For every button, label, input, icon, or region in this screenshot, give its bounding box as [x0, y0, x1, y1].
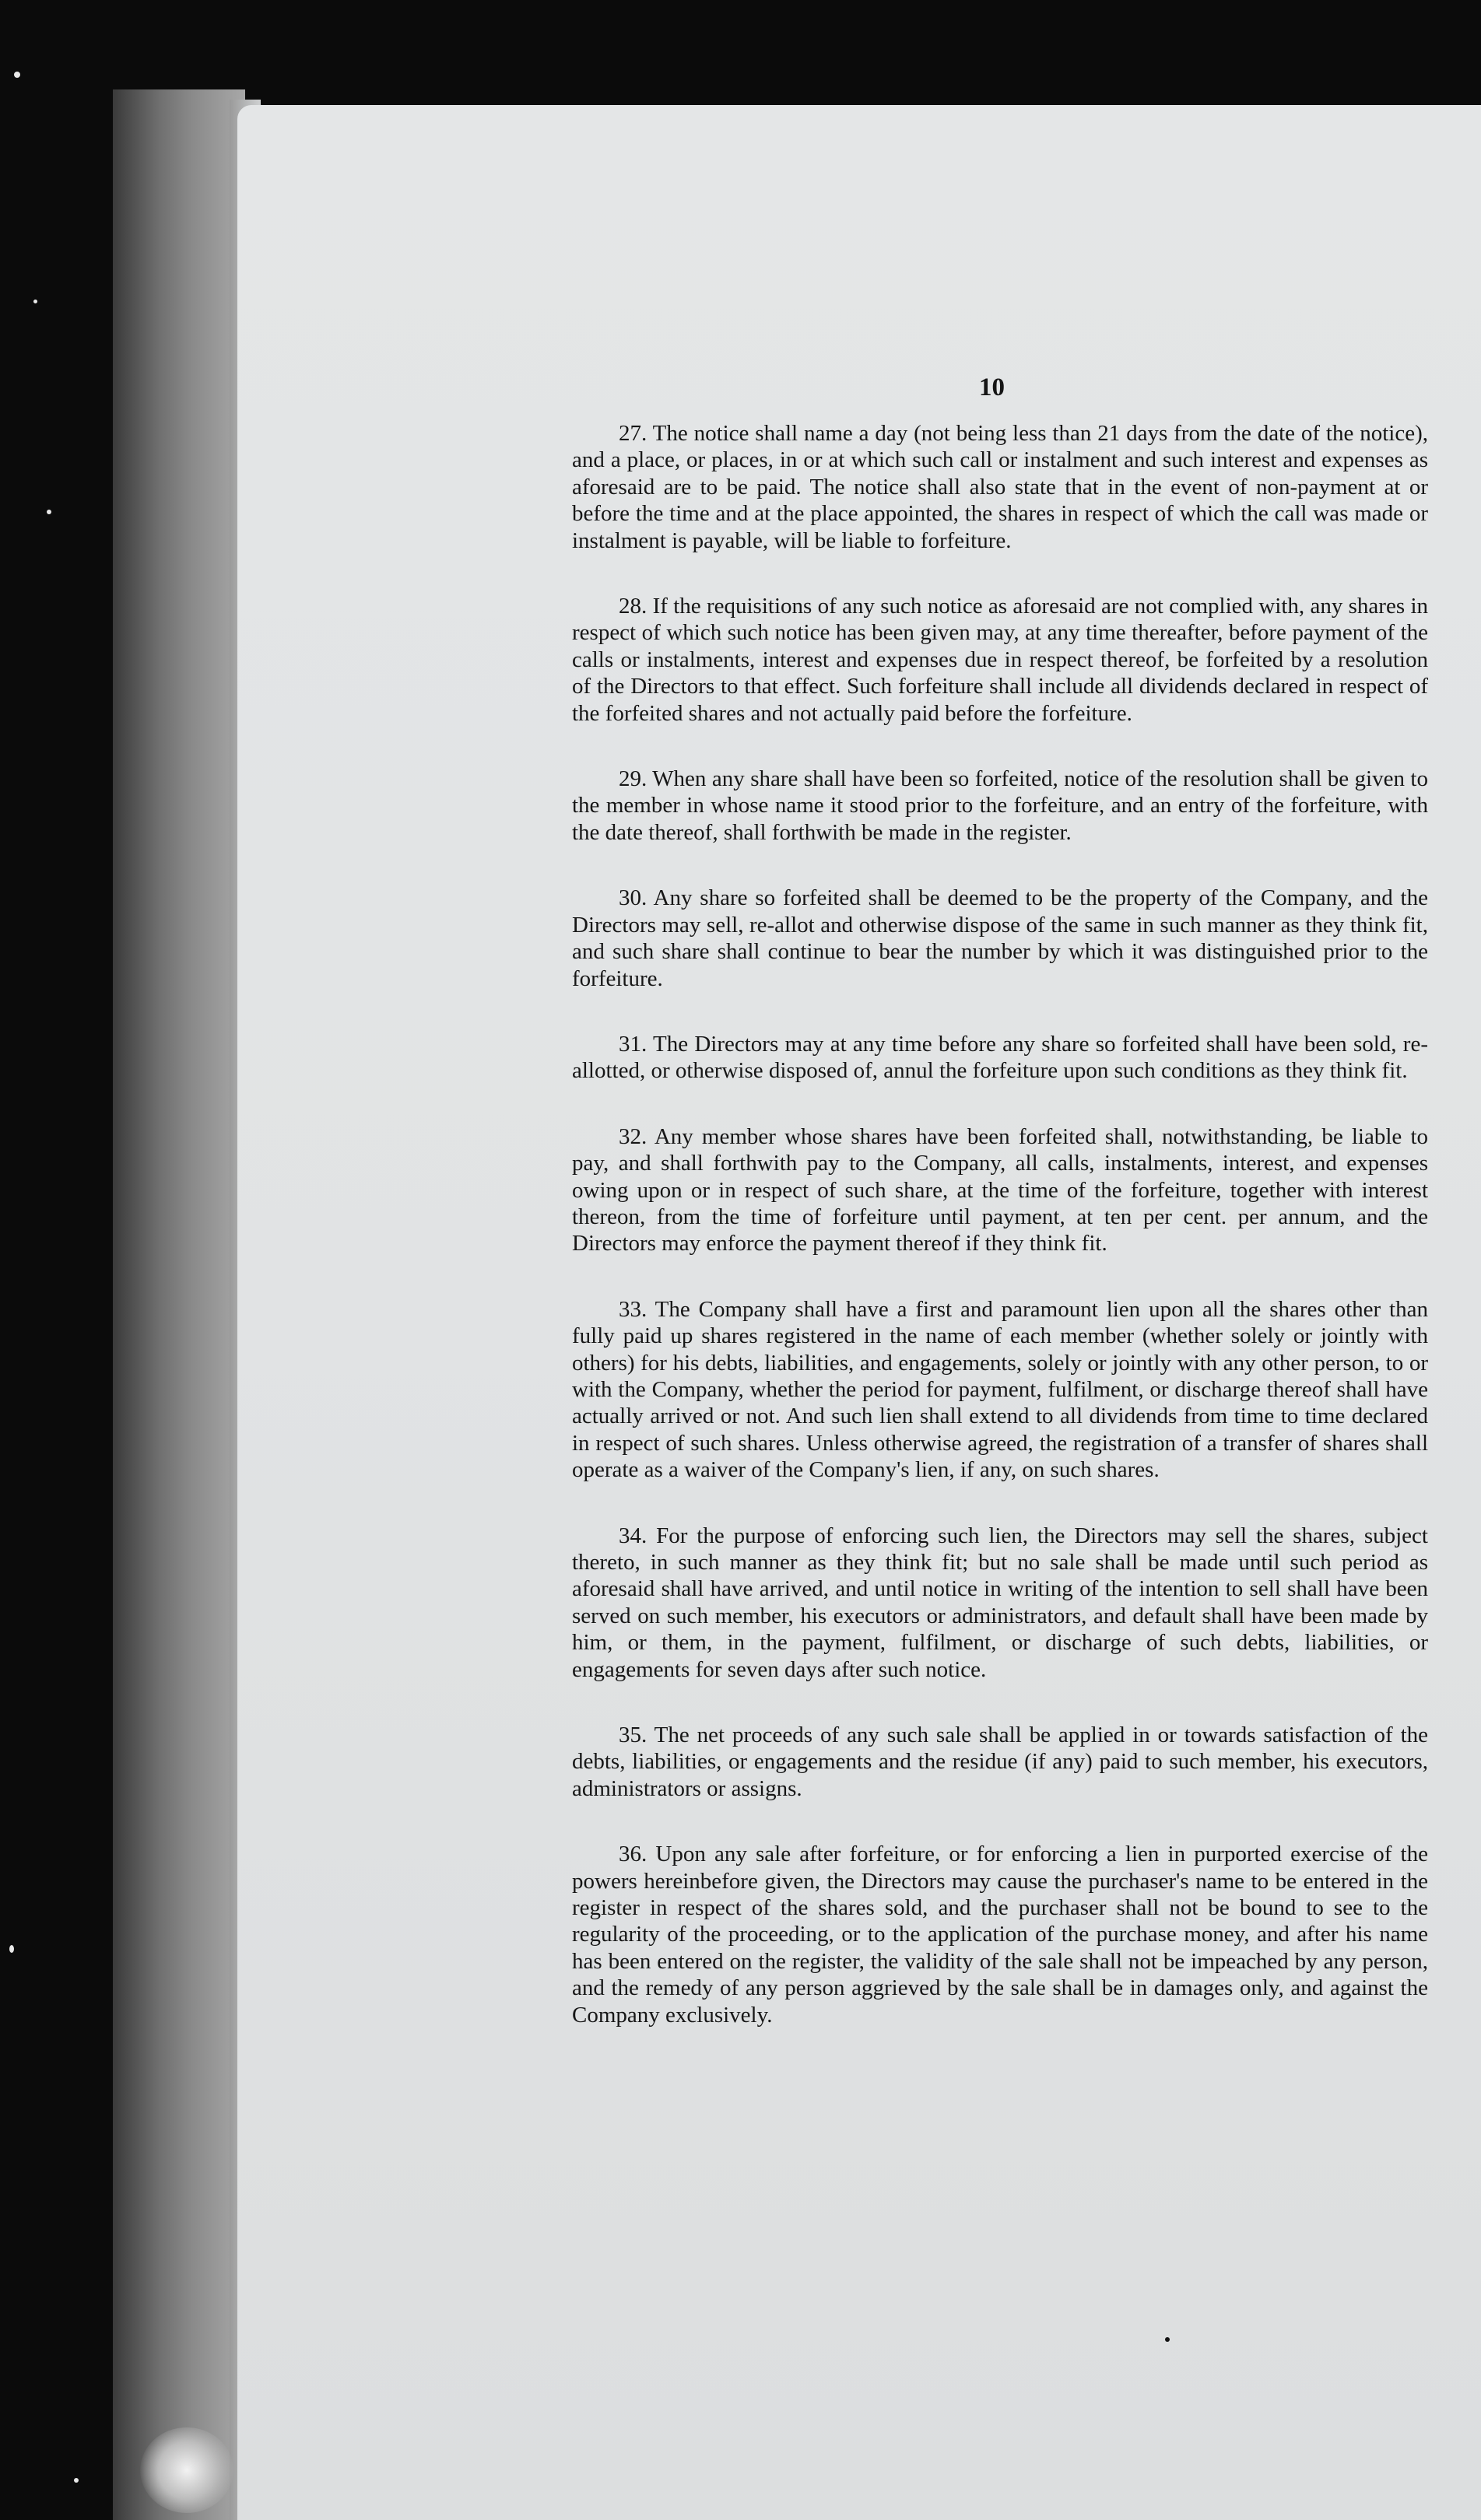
article-29: 29. When any share shall have been so forfeited, notice of the resolution shall be given to the member in whose name it stood prior to the forfeiture, and an entry of the forfeiture, with the date thereof, shall forthwith be made in the register.	[572, 766, 1428, 845]
article-36: 36. Upon any sale after forfeiture, or for enforcing a lien in purported exercise of the powers hereinbefore given, the Directors may cause the purchaser's name to be entered in the register in respect of the shares sold, and the purchaser shall not be bound to see to the regularity of the proceeding, or to the application of the purchase money, and after his name has been entered on the register, the validity of the sale shall not be impeached by any person, and the remedy of any person aggrieved by the sale shall be in damages only, and against the Company exclusively.	[572, 1842, 1428, 2028]
article-30: 30. Any share so forfeited shall be deemed to be the property of the Company, and the Directors may sell, re-allot and otherwise dispose of the same in such manner as they think fit, and such share shall continue to bear the number by which it was distinguished prior to the forfeiture.	[572, 885, 1428, 991]
book-spine-edge	[113, 89, 245, 2520]
article-34: 34. For the purpose of enforcing such lien, the Directors may sell the shares, subject thereto, in such manner as they think fit; but no sale shall be made until such period as aforesaid shall have arrived, and until notice in writing of the intention to sell shall have been served on such member, his executors or administrators, and default shall have been made by him, or them, in the payment, fulfilment, or discharge of such debts, liabilities, or engagements for seven days after such notice.	[572, 1523, 1428, 1682]
article-33: 33. The Company shall have a first and paramount lien upon all the shares other than fully paid up shares registered in the name of each member (whether solely or jointly with others) for his debts, liabilities, and engagements, solely or jointly with any other person, to or with the Company, whether the period for payment, fulfilment, or discharge thereof shall have actually arrived or not. And such lien shall extend to all dividends from time to time declared in respect of such shares. Unless otherwise agreed, the registration of a transfer of shares shall operate as a waiver of the Company's lien, if any, on such shares.	[572, 1296, 1428, 1483]
article-35: 35. The net proceeds of any such sale shall be applied in or towards satisfaction of the debts, liabilities, or engagements and the residue (if any) paid to such member, his executors, administrators or assigns.	[572, 1723, 1428, 1801]
dust-speck	[47, 510, 51, 514]
article-32: 32. Any member whose shares have been forfeited shall, notwithstanding, be liable to pay, and shall forthwith pay to the Company, all calls, instalments, interest, and expenses owing upon or in respect of such share, at the time of the forfeiture, together with interest thereon, from the time of forfeiture until payment, at ten per cent. per annum, and the Directors may enforce the payment thereof if they think fit.	[572, 1123, 1428, 1256]
dust-speck	[14, 72, 20, 78]
page-number: 10	[979, 373, 1005, 401]
ink-dot	[1165, 2337, 1170, 2342]
dust-speck	[33, 300, 37, 303]
article-28: 28. If the requisitions of any such notice as aforesaid are not complied with, any shares in respect of which such notice has been given may, at any time thereafter, before payment of the calls or instalments, interest and expenses due in respect thereof, be forfeited by a resolution of the Directors to that effect. Such forfeiture shall include all dividends declared in respect of the forfeited shares and not actually paid before the forfeiture.	[572, 594, 1428, 726]
page-body	[572, 420, 1428, 2067]
article-31: 31. The Directors may at any time before any share so forfeited shall have been sold, re-allotted, or otherwise disposed of, annul the forfeiture upon such conditions as they think fit.	[572, 1031, 1428, 1084]
article-27: 27. The notice shall name a day (not being less than 21 days from the date of the notice), and a place, or places, in or at which such call or instalment and such interest and expenses as aforesaid are to be paid. The notice shall also state that in the event of non-payment at or before the time and at the place appointed, the shares in respect of which the call was made or instalment is payable, will be liable to forfeiture.	[572, 421, 1428, 553]
dust-speck	[74, 2478, 79, 2483]
dust-speck	[9, 1945, 14, 1953]
scan-smudge	[140, 2427, 233, 2513]
